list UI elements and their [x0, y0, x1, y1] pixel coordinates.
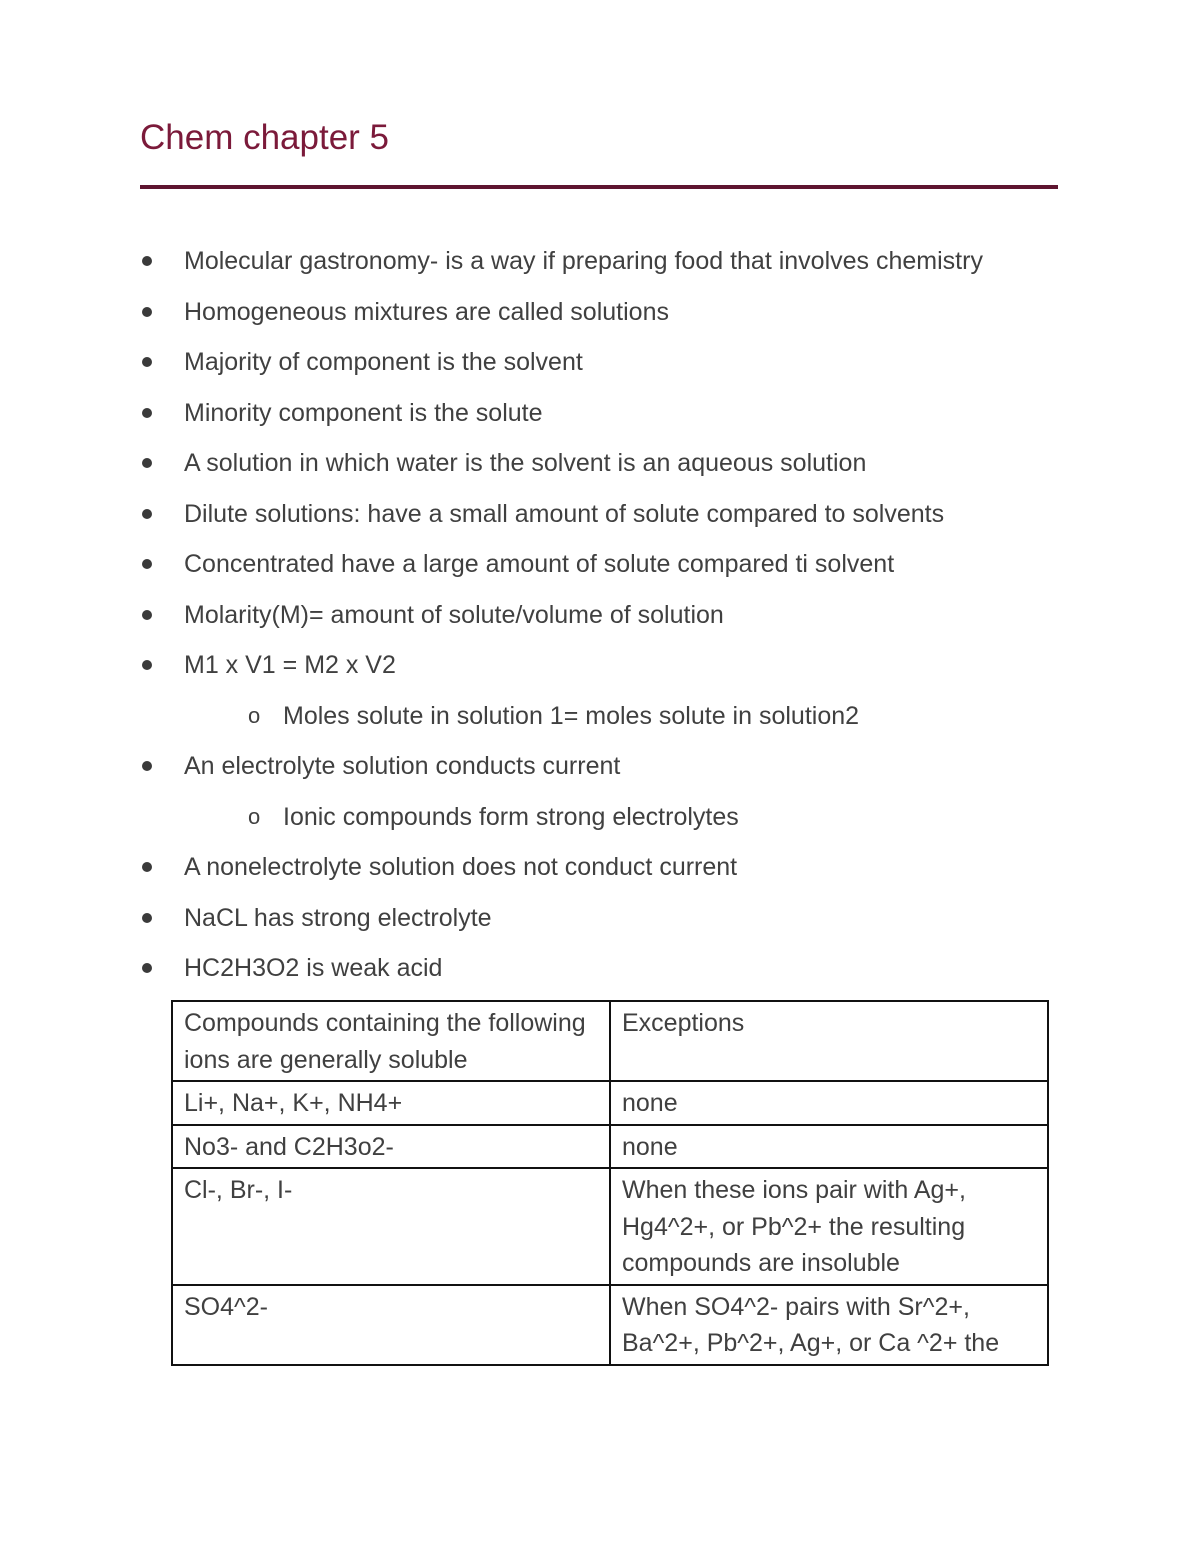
table-cell: none	[610, 1125, 1048, 1169]
circle-bullet-icon: o	[248, 702, 261, 728]
list-item	[140, 539, 1060, 590]
list-item	[140, 590, 1060, 641]
bullet-dot-icon	[142, 559, 152, 569]
bullet-dot-icon	[142, 408, 152, 418]
list-item	[140, 287, 1060, 338]
list-item-text: NaCL has strong electrolyte	[184, 903, 492, 932]
table-header-row	[172, 1001, 1048, 1081]
list-item-text: Ionic compounds form strong electrolytes	[283, 802, 739, 831]
list-item	[140, 640, 1060, 691]
sub-list-item	[140, 691, 1060, 742]
list-item-text: Majority of component is the solvent	[184, 348, 583, 376]
list-item	[140, 893, 1060, 944]
title-divider	[140, 185, 1058, 189]
bullet-dot-icon	[142, 256, 152, 266]
bullet-dot-icon	[142, 963, 152, 973]
table-cell: When these ions pair with Ag+, Hg4^2+, or Pb^2+ the resulting compounds are insoluble	[610, 1168, 1048, 1285]
list-item-text: Molecular gastronomy- is a way if preparing food that involves chemistry	[184, 247, 983, 275]
list-item	[140, 943, 1060, 994]
bullet-dot-icon	[142, 509, 152, 519]
table-cell: Cl-, Br-, I-	[172, 1168, 610, 1285]
list-item-text: Concentrated have a large amount of solute compared ti solvent	[184, 550, 895, 578]
bullet-dot-icon	[142, 458, 152, 468]
table-row	[172, 1081, 1048, 1125]
bullet-dot-icon	[142, 913, 152, 923]
list-item	[140, 741, 1060, 792]
solubility-table	[171, 1000, 1049, 1366]
list-item	[140, 438, 1060, 489]
page-title: Chem chapter 5	[140, 118, 390, 157]
table-cell: No3- and C2H3o2-	[172, 1125, 610, 1169]
table-cell: Li+, Na+, K+, NH4+	[172, 1081, 610, 1125]
table-header-cell: Exceptions	[610, 1001, 1048, 1081]
list-item-text: A nonelectrolyte solution does not conduct current	[184, 853, 738, 881]
bullet-dot-icon	[142, 660, 152, 670]
list-item	[140, 842, 1060, 893]
bullet-dot-icon	[142, 307, 152, 317]
list-item-text: HC2H3O2 is weak acid	[184, 954, 443, 982]
table-cell: SO4^2-	[172, 1285, 610, 1365]
list-item	[140, 489, 1060, 540]
list-item-text: M1 x V1 = M2 x V2	[184, 651, 396, 679]
bullet-dot-icon	[142, 761, 152, 771]
list-item-text: A solution in which water is the solvent is an aqueous solution	[184, 449, 867, 477]
circle-bullet-icon: o	[248, 803, 261, 829]
list-item-text: Homogeneous mixtures are called solutions	[184, 297, 669, 326]
list-item	[140, 337, 1060, 388]
list-item-text: Molarity(M)= amount of solute/volume of solution	[184, 600, 724, 629]
bullet-dot-icon	[142, 862, 152, 872]
table-cell	[610, 1285, 1048, 1365]
bullet-list	[140, 236, 1060, 994]
list-item-text: An electrolyte solution conducts current	[184, 752, 621, 780]
table-row	[172, 1125, 1048, 1169]
list-item-text: Dilute solutions: have a small amount of solute compared to solvents	[184, 499, 945, 528]
sub-list-item	[140, 792, 1060, 843]
bullet-dot-icon	[142, 610, 152, 620]
bullet-dot-icon	[142, 357, 152, 367]
table-row	[172, 1285, 1048, 1365]
list-item-text: Moles solute in solution 1= moles solute in solution2	[283, 701, 860, 730]
list-item	[140, 388, 1060, 439]
table-header-cell: Compounds containing the following ions are generally soluble	[172, 1001, 610, 1081]
list-item	[140, 236, 1060, 287]
table-cell-text: When SO4^2- pairs with Sr^2+, Ba^2+, Pb^2+, Ag+, or Ca ^2+ the	[622, 1292, 1000, 1357]
table-row	[172, 1168, 1048, 1285]
table-cell: none	[610, 1081, 1048, 1125]
list-item-text: Minority component is the solute	[184, 398, 543, 427]
